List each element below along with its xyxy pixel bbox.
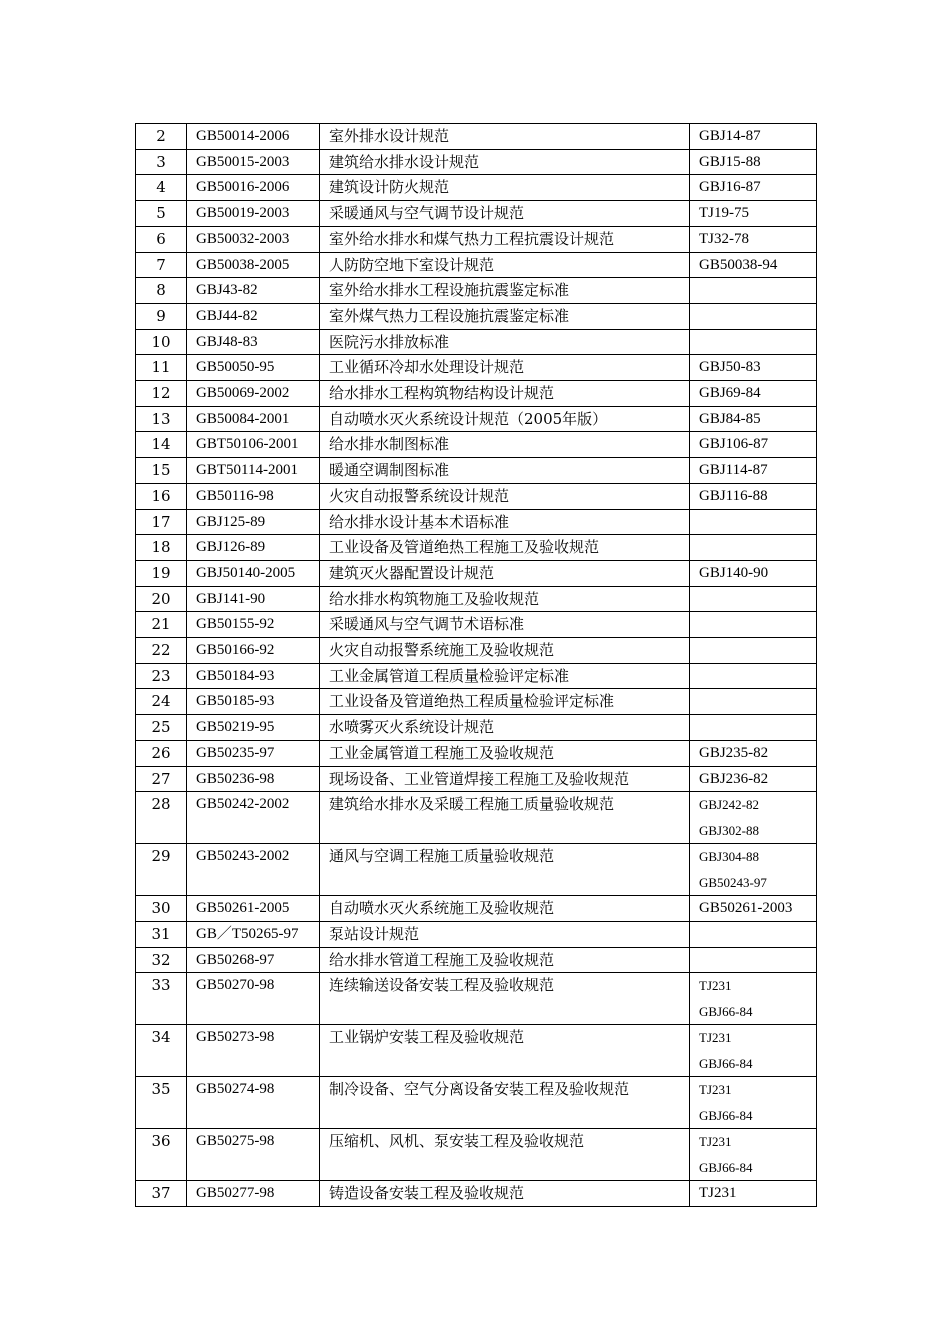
- standard-name: 工业循环冷却水处理设计规范: [320, 355, 690, 381]
- replaced-standard: [690, 715, 817, 741]
- replaced-standard-line: TJ231: [699, 1134, 732, 1150]
- table-row: [136, 896, 817, 922]
- table-row: [136, 586, 817, 612]
- standard-name: 现场设备、工业管道焊接工程施工及验收规范: [320, 766, 690, 792]
- replaced-standard: TJ231: [690, 1181, 817, 1207]
- table-row: [136, 638, 817, 664]
- table-row: [136, 792, 817, 844]
- standard-code: GBJ125-89: [187, 509, 320, 535]
- replaced-standard: GB50038-94: [690, 252, 817, 278]
- replaced-standard-line: TJ231: [699, 978, 732, 994]
- replaced-standard: [690, 329, 817, 355]
- replaced-standard: [690, 689, 817, 715]
- row-number: 25: [136, 715, 187, 741]
- standard-code: GB50236-98: [187, 766, 320, 792]
- replaced-standard: GBJ236-82: [690, 766, 817, 792]
- standard-code: GB50050-95: [187, 355, 320, 381]
- replaced-standard: [690, 535, 817, 561]
- replaced-standard-line: GBJ66-84: [699, 1055, 753, 1071]
- replaced-standard: GBJ50-83: [690, 355, 817, 381]
- standard-name: 工业设备及管道绝热工程质量检验评定标准: [320, 689, 690, 715]
- replaced-standard: GBJ16-87: [690, 175, 817, 201]
- standard-name: 水喷雾灭火系统设计规范: [320, 715, 690, 741]
- replaced-standard: GBJ15-88: [690, 149, 817, 175]
- standard-name: 给水排水工程构筑物结构设计规范: [320, 381, 690, 407]
- replaced-standard: GBJ106-87: [690, 432, 817, 458]
- standard-name: 工业金属管道工程施工及验收规范: [320, 740, 690, 766]
- table-row: [136, 715, 817, 741]
- standard-code: GB50242-2002: [187, 792, 320, 844]
- replaced-standard: GB50261-2003: [690, 896, 817, 922]
- standard-code: GB50032-2003: [187, 226, 320, 252]
- standard-code: GBJ50140-2005: [187, 560, 320, 586]
- replaced-standard: [690, 1025, 817, 1077]
- table-row: [136, 1129, 817, 1181]
- table-row: [136, 663, 817, 689]
- standard-code: GB50185-93: [187, 689, 320, 715]
- replaced-standard: GBJ116-88: [690, 483, 817, 509]
- table-row: [136, 201, 817, 227]
- row-number: 29: [136, 844, 187, 896]
- standard-name: 室外煤气热力工程设施抗震鉴定标准: [320, 303, 690, 329]
- row-number: 8: [136, 278, 187, 304]
- table-row: [136, 226, 817, 252]
- row-number: 2: [136, 124, 187, 150]
- standard-code: GBT50114-2001: [187, 458, 320, 484]
- row-number: 23: [136, 663, 187, 689]
- table-row: [136, 1077, 817, 1129]
- replaced-standard: [690, 278, 817, 304]
- table-row: [136, 535, 817, 561]
- standard-code: GB50184-93: [187, 663, 320, 689]
- table-row: [136, 612, 817, 638]
- row-number: 9: [136, 303, 187, 329]
- standard-name: 室外排水设计规范: [320, 124, 690, 150]
- replaced-standard: [690, 1077, 817, 1129]
- replaced-standard: [690, 509, 817, 535]
- table-row: [136, 406, 817, 432]
- table-row: [136, 483, 817, 509]
- standard-code: GB50275-98: [187, 1129, 320, 1181]
- row-number: 3: [136, 149, 187, 175]
- replaced-standard: GBJ84-85: [690, 406, 817, 432]
- standard-code: GB50261-2005: [187, 896, 320, 922]
- table-row: [136, 766, 817, 792]
- standard-code: GBT50106-2001: [187, 432, 320, 458]
- standard-code: GB／T50265-97: [187, 921, 320, 947]
- standard-name: 火灾自动报警系统施工及验收规范: [320, 638, 690, 664]
- standard-code: GB50069-2002: [187, 381, 320, 407]
- row-number: 27: [136, 766, 187, 792]
- standard-name: 给水排水管道工程施工及验收规范: [320, 947, 690, 973]
- replaced-standard: [690, 1129, 817, 1181]
- standard-name: 工业金属管道工程质量检验评定标准: [320, 663, 690, 689]
- row-number: 31: [136, 921, 187, 947]
- standard-code: GB50235-97: [187, 740, 320, 766]
- row-number: 28: [136, 792, 187, 844]
- row-number: 30: [136, 896, 187, 922]
- standards-table-body: [136, 124, 817, 1207]
- replaced-standard-line: GBJ66-84: [699, 1107, 753, 1123]
- table-row: [136, 560, 817, 586]
- replaced-standard: GBJ69-84: [690, 381, 817, 407]
- standard-name: 人防防空地下室设计规范: [320, 252, 690, 278]
- row-number: 21: [136, 612, 187, 638]
- standard-code: GB50155-92: [187, 612, 320, 638]
- replaced-standard-line: GB50243-97: [699, 874, 767, 890]
- standard-code: GBJ141-90: [187, 586, 320, 612]
- standard-name: 医院污水排放标准: [320, 329, 690, 355]
- table-row: [136, 278, 817, 304]
- standard-name: 暖通空调制图标准: [320, 458, 690, 484]
- row-number: 11: [136, 355, 187, 381]
- row-number: 33: [136, 973, 187, 1025]
- standard-name: 给水排水设计基本术语标准: [320, 509, 690, 535]
- standard-code: GB50243-2002: [187, 844, 320, 896]
- replaced-standard: GBJ14-87: [690, 124, 817, 150]
- row-number: 24: [136, 689, 187, 715]
- standard-name: 工业锅炉安装工程及验收规范: [320, 1025, 690, 1077]
- standard-name: 自动喷水灭火系统设计规范（2005年版）: [320, 406, 690, 432]
- row-number: 13: [136, 406, 187, 432]
- standard-name: 工业设备及管道绝热工程施工及验收规范: [320, 535, 690, 561]
- replaced-standard: TJ32-78: [690, 226, 817, 252]
- row-number: 37: [136, 1181, 187, 1207]
- row-number: 4: [136, 175, 187, 201]
- replaced-standard-line: GBJ242-82: [699, 797, 759, 813]
- table-row: [136, 1025, 817, 1077]
- standard-code: GB50084-2001: [187, 406, 320, 432]
- standard-code: GB50116-98: [187, 483, 320, 509]
- row-number: 10: [136, 329, 187, 355]
- replaced-standard: [690, 303, 817, 329]
- table-row: [136, 921, 817, 947]
- row-number: 7: [136, 252, 187, 278]
- table-row: [136, 175, 817, 201]
- replaced-standard-line: GBJ66-84: [699, 1003, 753, 1019]
- row-number: 19: [136, 560, 187, 586]
- table-row: [136, 124, 817, 150]
- standard-code: GBJ44-82: [187, 303, 320, 329]
- table-row: [136, 509, 817, 535]
- standard-name: 室外给水排水和煤气热力工程抗震设计规范: [320, 226, 690, 252]
- standard-code: GB50270-98: [187, 973, 320, 1025]
- row-number: 15: [136, 458, 187, 484]
- table-row: [136, 303, 817, 329]
- standard-code: GB50274-98: [187, 1077, 320, 1129]
- standard-name: 采暖通风与空气调节术语标准: [320, 612, 690, 638]
- row-number: 18: [136, 535, 187, 561]
- replaced-standard-line: TJ231: [699, 1030, 732, 1046]
- standard-code: GB50016-2006: [187, 175, 320, 201]
- table-row: [136, 432, 817, 458]
- table-row: [136, 355, 817, 381]
- standard-code: GBJ43-82: [187, 278, 320, 304]
- table-row: [136, 689, 817, 715]
- standard-name: 制冷设备、空气分离设备安装工程及验收规范: [320, 1077, 690, 1129]
- standard-code: GB50038-2005: [187, 252, 320, 278]
- replaced-standard-line: GBJ302-88: [699, 822, 759, 838]
- row-number: 16: [136, 483, 187, 509]
- standard-code: GB50015-2003: [187, 149, 320, 175]
- replaced-standard-line: GBJ304-88: [699, 849, 759, 865]
- standards-table: [135, 123, 817, 1207]
- standard-code: GB50219-95: [187, 715, 320, 741]
- replaced-standard: [690, 586, 817, 612]
- standard-name: 采暖通风与空气调节设计规范: [320, 201, 690, 227]
- row-number: 26: [136, 740, 187, 766]
- replaced-standard: [690, 792, 817, 844]
- standard-name: 铸造设备安装工程及验收规范: [320, 1181, 690, 1207]
- row-number: 14: [136, 432, 187, 458]
- standard-code: GB50268-97: [187, 947, 320, 973]
- table-row: [136, 1181, 817, 1207]
- standard-name: 建筑给水排水设计规范: [320, 149, 690, 175]
- replaced-standard: [690, 844, 817, 896]
- standard-name: 建筑设计防火规范: [320, 175, 690, 201]
- table-row: [136, 844, 817, 896]
- row-number: 36: [136, 1129, 187, 1181]
- standard-code: GB50273-98: [187, 1025, 320, 1077]
- standard-name: 通风与空调工程施工质量验收规范: [320, 844, 690, 896]
- standard-name: 泵站设计规范: [320, 921, 690, 947]
- replaced-standard: [690, 663, 817, 689]
- replaced-standard: [690, 921, 817, 947]
- row-number: 22: [136, 638, 187, 664]
- replaced-standard: TJ19-75: [690, 201, 817, 227]
- standard-code: GBJ48-83: [187, 329, 320, 355]
- row-number: 12: [136, 381, 187, 407]
- standard-code: GB50166-92: [187, 638, 320, 664]
- standard-code: GB50014-2006: [187, 124, 320, 150]
- table-row: [136, 252, 817, 278]
- row-number: 6: [136, 226, 187, 252]
- standard-name: 压缩机、风机、泵安装工程及验收规范: [320, 1129, 690, 1181]
- replaced-standard: [690, 638, 817, 664]
- standard-code: GB50019-2003: [187, 201, 320, 227]
- table-row: [136, 329, 817, 355]
- standard-name: 连续输送设备安装工程及验收规范: [320, 973, 690, 1025]
- row-number: 20: [136, 586, 187, 612]
- replaced-standard: GBJ235-82: [690, 740, 817, 766]
- row-number: 32: [136, 947, 187, 973]
- table-row: [136, 947, 817, 973]
- replaced-standard: GBJ140-90: [690, 560, 817, 586]
- table-row: [136, 381, 817, 407]
- standard-name: 建筑给水排水及采暖工程施工质量验收规范: [320, 792, 690, 844]
- standard-code: GBJ126-89: [187, 535, 320, 561]
- standard-name: 给水排水制图标准: [320, 432, 690, 458]
- table-row: [136, 458, 817, 484]
- replaced-standard-line: GBJ66-84: [699, 1159, 753, 1175]
- replaced-standard: [690, 973, 817, 1025]
- standard-code: GB50277-98: [187, 1181, 320, 1207]
- row-number: 17: [136, 509, 187, 535]
- replaced-standard-line: TJ231: [699, 1082, 732, 1098]
- row-number: 35: [136, 1077, 187, 1129]
- replaced-standard: [690, 947, 817, 973]
- row-number: 5: [136, 201, 187, 227]
- row-number: 34: [136, 1025, 187, 1077]
- table-row: [136, 973, 817, 1025]
- table-row: [136, 149, 817, 175]
- standard-name: 火灾自动报警系统设计规范: [320, 483, 690, 509]
- replaced-standard: GBJ114-87: [690, 458, 817, 484]
- standard-name: 建筑灭火器配置设计规范: [320, 560, 690, 586]
- replaced-standard: [690, 612, 817, 638]
- standard-name: 自动喷水灭火系统施工及验收规范: [320, 896, 690, 922]
- standard-name: 室外给水排水工程设施抗震鉴定标准: [320, 278, 690, 304]
- table-row: [136, 740, 817, 766]
- standard-name: 给水排水构筑物施工及验收规范: [320, 586, 690, 612]
